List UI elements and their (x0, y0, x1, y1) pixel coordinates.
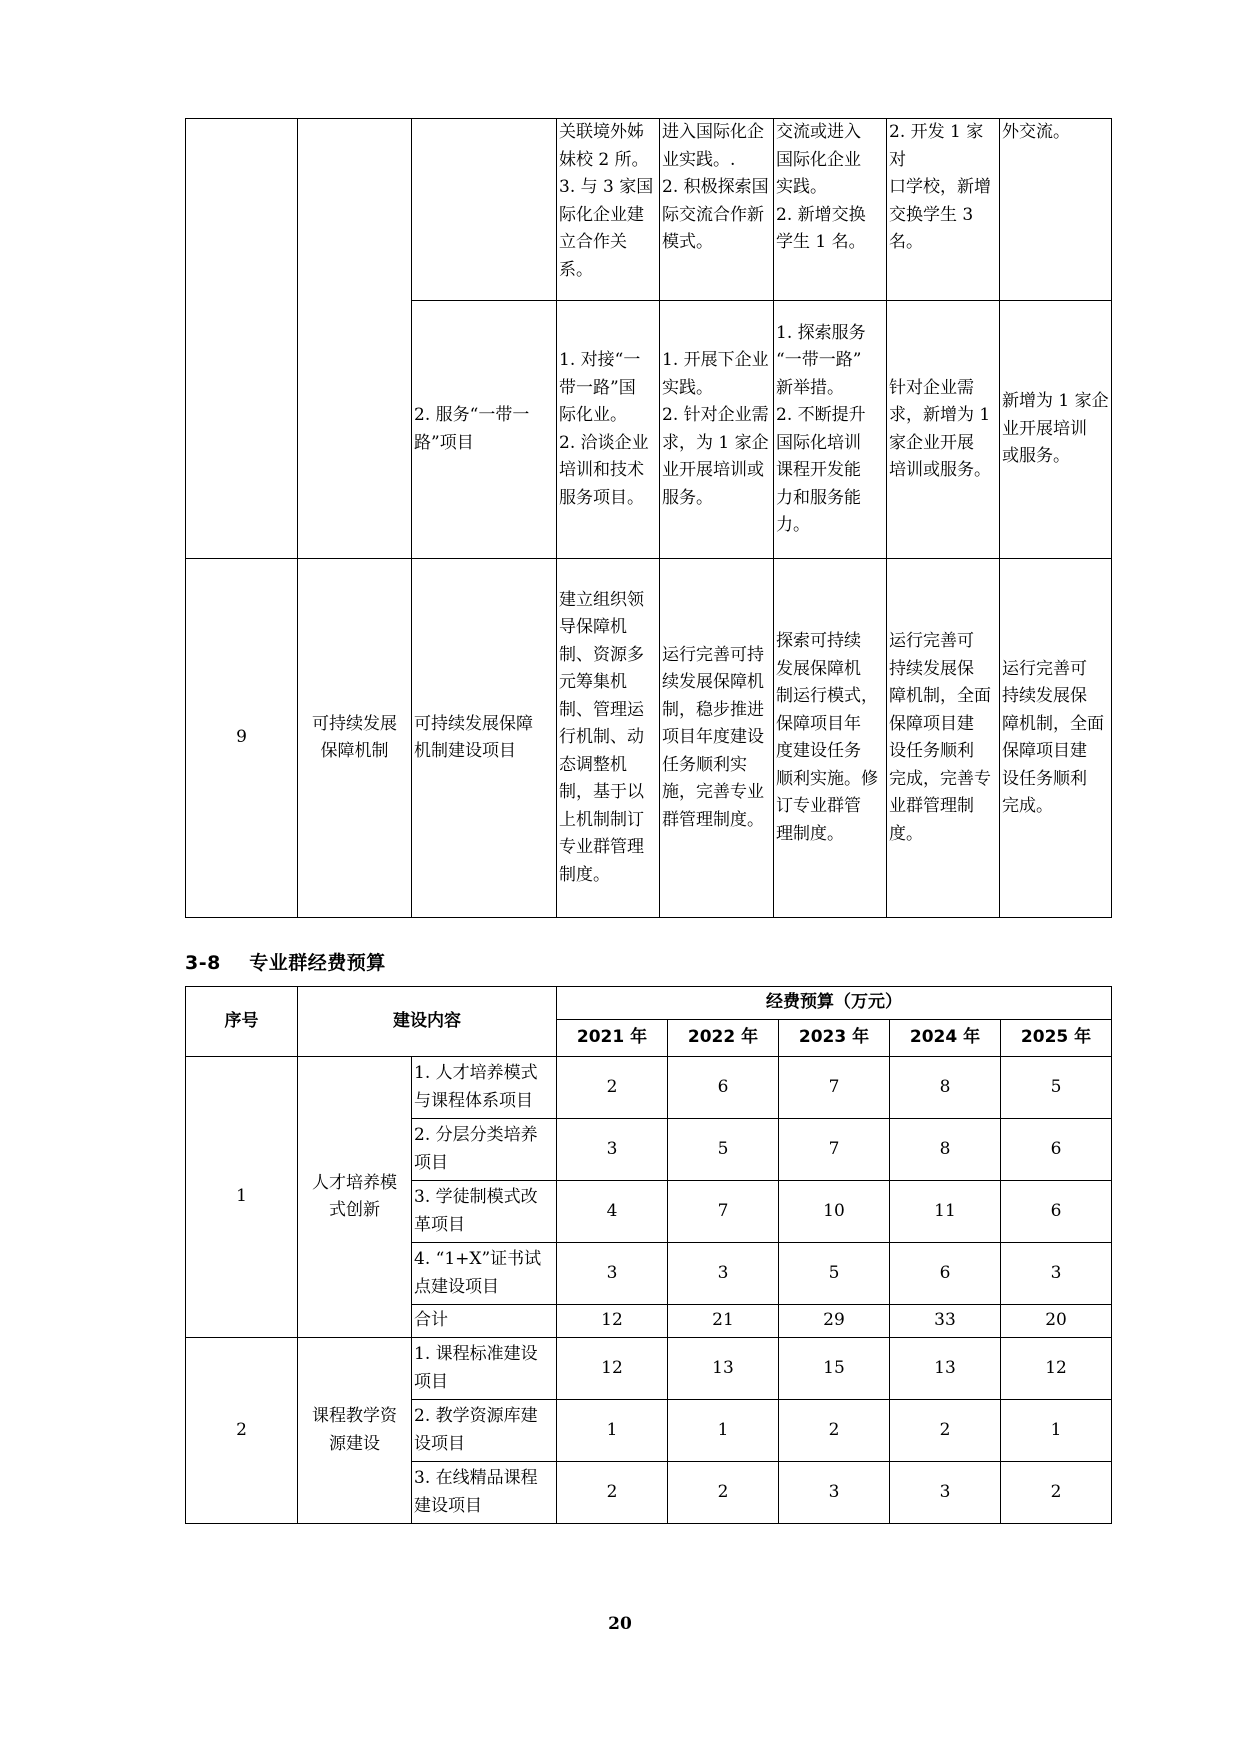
budget-value-cell: 20 (1001, 1305, 1112, 1338)
header-row (186, 987, 1112, 1020)
year-2024-cell: 外交流。 (1000, 119, 1112, 301)
year-2022-cell: 交流或进入 国际化企业 实践。 2. 新增交换 学生 1 名。 (774, 119, 887, 301)
header-year: 2023 年 (779, 1020, 890, 1057)
budget-value-cell: 2 (890, 1400, 1001, 1462)
year-2021-cell: 进入国际化企 业实践。. 2. 积极探索国 际交流合作新 模式。 (660, 119, 774, 301)
budget-value-cell: 12 (557, 1338, 668, 1400)
page-number: 20 (608, 1614, 632, 1634)
item-cell: 3. 学徒制模式改 革项目 (412, 1181, 557, 1243)
item-cell: 可持续发展保障 机制建设项目 (412, 559, 557, 918)
header-no: 序号 (186, 987, 298, 1057)
budget-value-cell: 29 (779, 1305, 890, 1338)
header-budget: 经费预算（万元） (557, 987, 1112, 1020)
year-2023-cell: 针对企业需 求，新增为 1 家企业开展 培训或服务。 (887, 301, 1000, 559)
construction-plan-table (185, 118, 1112, 918)
header-year: 2022 年 (668, 1020, 779, 1057)
budget-value-cell: 2 (557, 1057, 668, 1119)
item-cell: 4. “1+X”证书试 点建设项目 (412, 1243, 557, 1305)
item-cell (412, 119, 557, 301)
budget-value-cell: 3 (779, 1462, 890, 1524)
header-year: 2024 年 (890, 1020, 1001, 1057)
item-cell: 2. 分层分类培养 项目 (412, 1119, 557, 1181)
budget-value-cell: 3 (890, 1462, 1001, 1524)
no-cell: 9 (186, 559, 298, 918)
budget-body (186, 1057, 1112, 1524)
budget-value-cell: 5 (779, 1243, 890, 1305)
no-cell: 1 (186, 1057, 298, 1338)
target-cell: 关联境外姊 妹校 2 所。 3. 与 3 家国 际化企业建 立合作关 系。 (557, 119, 660, 301)
budget-value-cell: 2 (668, 1462, 779, 1524)
budget-value-cell: 1 (557, 1400, 668, 1462)
item-cell: 合计 (412, 1305, 557, 1338)
content-cell: 课程教学资 源建设 (298, 1338, 412, 1524)
budget-value-cell: 1 (668, 1400, 779, 1462)
header-content: 建设内容 (298, 987, 557, 1057)
header-year: 2025 年 (1001, 1020, 1112, 1057)
budget-value-cell: 1 (1001, 1400, 1112, 1462)
budget-value-cell: 3 (1001, 1243, 1112, 1305)
year-2022-cell: 探索可持续 发展保障机 制运行模式， 保障项目年 度建设任务 顺利实施。修 订专业群管 理制度。 (774, 559, 887, 918)
budget-value-cell: 3 (557, 1119, 668, 1181)
content-cell: 人才培养模 式创新 (298, 1057, 412, 1338)
target-cell: 1. 对接“一 带一路”国 际化业。 2. 洽谈企业 培训和技术 服务项目。 (557, 301, 660, 559)
table-row (186, 1057, 1112, 1119)
budget-table (185, 986, 1112, 1524)
content-cell: 可持续发展 保障机制 (298, 559, 412, 918)
budget-value-cell: 6 (890, 1243, 1001, 1305)
year-2022-cell: 1. 探索服务 “一带一路” 新举措。 2. 不断提升 国际化培训 课程开发能 力和服务能 力。 (774, 301, 887, 559)
year-2021-cell: 运行完善可持 续发展保障机 制，稳步推进 项目年度建设 任务顺利实 施，完善专业 群管理制度。 (660, 559, 774, 918)
budget-value-cell: 6 (1001, 1181, 1112, 1243)
year-2021-cell: 1. 开展下企业 实践。 2. 针对企业需 求，为 1 家企 业开展培训或 服务。 (660, 301, 774, 559)
year-2023-cell: 2. 开发 1 家对 口学校，新增 交换学生 3 名。 (887, 119, 1000, 301)
budget-value-cell: 7 (668, 1181, 779, 1243)
item-cell: 2. 教学资源库建 设项目 (412, 1400, 557, 1462)
budget-value-cell: 6 (668, 1057, 779, 1119)
item-cell: 3. 在线精品课程 建设项目 (412, 1462, 557, 1524)
budget-value-cell: 6 (1001, 1119, 1112, 1181)
budget-value-cell: 2 (779, 1400, 890, 1462)
budget-value-cell: 3 (668, 1243, 779, 1305)
budget-value-cell: 12 (557, 1305, 668, 1338)
budget-value-cell: 12 (1001, 1338, 1112, 1400)
header-year: 2021 年 (557, 1020, 668, 1057)
budget-value-cell: 8 (890, 1119, 1001, 1181)
budget-value-cell: 15 (779, 1338, 890, 1400)
target-cell: 建立组织领 导保障机 制、资源多 元筹集机 制、管理运 行机制、动 态调整机 制，基于以 上机制制订 专业群管理 制度。 (557, 559, 660, 918)
content-cell (298, 119, 412, 559)
table-row (186, 1338, 1112, 1400)
budget-value-cell: 13 (668, 1338, 779, 1400)
item-cell: 1. 课程标准建设 项目 (412, 1338, 557, 1400)
year-2024-cell: 新增为 1 家企 业开展培训 或服务。 (1000, 301, 1112, 559)
item-cell: 1. 人才培养模式 与课程体系项目 (412, 1057, 557, 1119)
budget-value-cell: 10 (779, 1181, 890, 1243)
budget-value-cell: 7 (779, 1119, 890, 1181)
budget-value-cell: 8 (890, 1057, 1001, 1119)
year-2024-cell: 运行完善可 持续发展保 障机制，全面 保障项目建 设任务顺利 完成。 (1000, 559, 1112, 918)
budget-value-cell: 2 (1001, 1462, 1112, 1524)
budget-value-cell: 11 (890, 1181, 1001, 1243)
budget-value-cell: 2 (557, 1462, 668, 1524)
budget-value-cell: 7 (779, 1057, 890, 1119)
table-row (186, 559, 1112, 918)
budget-value-cell: 13 (890, 1338, 1001, 1400)
budget-value-cell: 33 (890, 1305, 1001, 1338)
budget-value-cell: 4 (557, 1181, 668, 1243)
table-row (186, 119, 1112, 301)
budget-value-cell: 3 (557, 1243, 668, 1305)
budget-value-cell: 5 (1001, 1057, 1112, 1119)
no-cell: 2 (186, 1338, 298, 1524)
no-cell (186, 119, 298, 559)
section-heading: 3-8 专业群经费预算 (185, 952, 386, 974)
item-cell: 2. 服务“一带一 路”项目 (412, 301, 557, 559)
budget-value-cell: 21 (668, 1305, 779, 1338)
year-2023-cell: 运行完善可 持续发展保 障机制，全面 保障项目建 设任务顺利 完成，完善专 业群管理制 度。 (887, 559, 1000, 918)
budget-value-cell: 5 (668, 1119, 779, 1181)
